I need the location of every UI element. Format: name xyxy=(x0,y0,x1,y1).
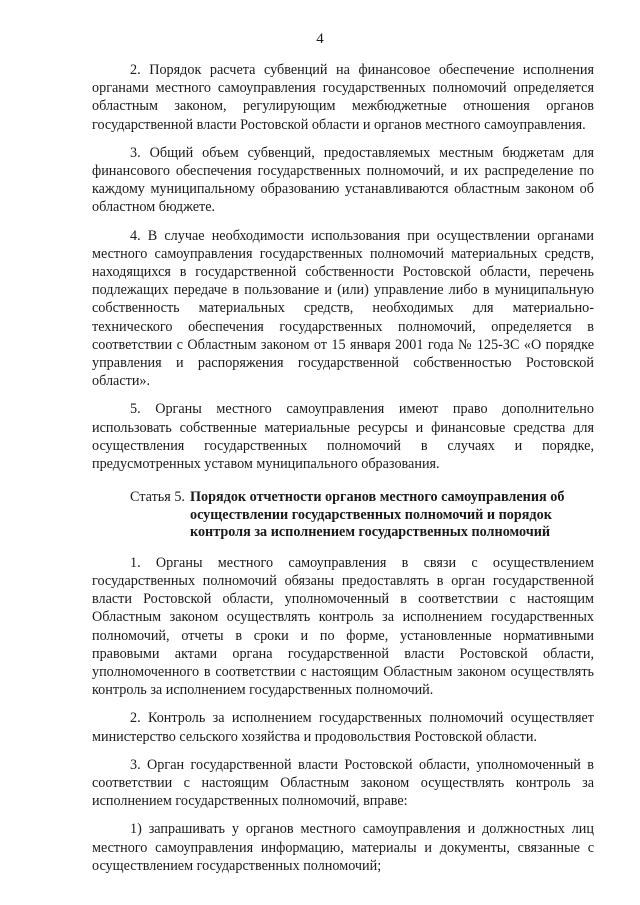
paragraph-subvention-total: 3. Общий объем субвенций, предоставляемых местным бюджетам для финансового обеспечения государственных полномочий, и их распределение по каждому муниципальному образованию устанавливаются областным законом об областном бюджете. xyxy=(92,144,594,216)
article-label: Статья 5. xyxy=(130,489,185,506)
paragraph-material-means: 4. В случае необходимости использования при осуществлении органами местного самоуправления государственных полномочий материальных средств, находящихся в государственной собственности Ростовской области, перечень подлежащих передаче в пользование и (или) управление либо в муниципальную собственность материальных средств, необходимых для материально-технического обеспечения государственных полномочий, определяется в соответствии с Областным законом от 15 января 2001 года № 125-ЗС «О порядке управления и распоряжения государственной собственностью Ростовской области». xyxy=(92,227,594,390)
paragraph-control-ministry: 2. Контроль за исполнением государственных полномочий осуществляет министерство сельского хозяйства и продовольствия Ростовской области. xyxy=(92,710,594,745)
paragraph-reporting-duty: 1. Органы местного самоуправления в связи с осуществлением государственных полномочий обязаны предоставлять в орган государственной власти Ростовской области, уполномоченный в соответствии с настоящим Областным законом осуществлять контроль за исполнением государственных полномочий, отчеты в сроки и по форме, установленные нормативными правовыми актами органа государственной власти Ростовской области, уполномоченного в соответствии с настоящим Областным законом осуществлять контроль за исполнением государственных полномочий. xyxy=(92,554,594,699)
paragraph-request-information: 1) запрашивать у органов местного самоуправления и должностных лиц местного самоуправления информацию, материалы и документы, связанные с осуществлением государственных полномочий; xyxy=(92,821,594,874)
paragraph-subvention-calculation: 2. Порядок расчета субвенций на финансовое обеспечение исполнения органами местного самоуправления государственных полномочий определяется областным законом, регулирующим межбюджетные отношения органов государственной власти Ростовской области и органов местного самоуправления. xyxy=(92,62,594,133)
page-number: 4 xyxy=(316,31,324,47)
paragraph-own-resources: 5. Органы местного самоуправления имеют право дополнительно использовать собственные материальные ресурсы и финансовые средства для осуществления государственных полномочий в случаях и порядке, предусмотренных уставом муниципального образования. xyxy=(92,401,594,473)
article-title: Порядок отчетности органов местного самоуправления об осуществлении государственных полномочий и порядок контроля за исполнением государственных полномочий xyxy=(189,489,565,541)
document-body xyxy=(92,61,594,885)
article-heading xyxy=(92,489,594,542)
paragraph-control-rights: 3. Орган государственной власти Ростовской области, уполномоченный в соответствии с настоящим Областным законом осуществлять контроль за исполнением государственных полномочий, вправе: xyxy=(92,756,594,810)
